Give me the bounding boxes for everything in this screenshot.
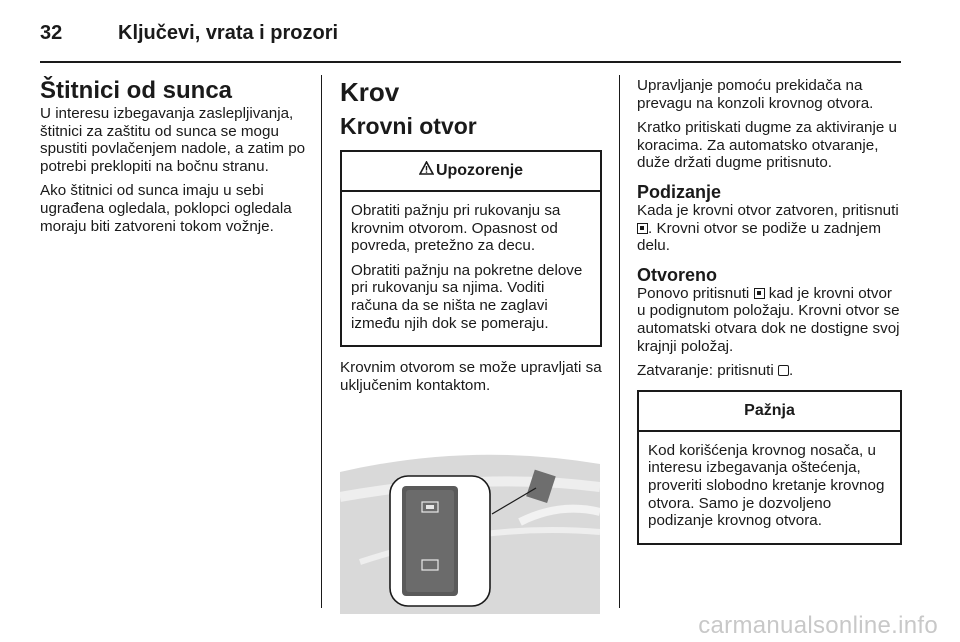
text-run: Zatvaranje: pritisnuti — [637, 362, 778, 380]
notice-box-header: Pažnja — [639, 392, 900, 432]
column-roof — [340, 77, 602, 614]
paragraph: Kratko pritiskati dugme za aktiviranje u koracima. Za automatsko otvaranje, duže držati dugme pritisnuto. — [637, 119, 897, 172]
notice-box-body — [639, 432, 900, 543]
text-run: . Krovni otvor se podiže u zadnjem delu. — [637, 219, 881, 255]
text-run: Kada je krovni otvor zatvoren, pritisnuti — [637, 201, 899, 219]
chapter-title: Ključevi, vrata i prozori — [118, 22, 339, 44]
text-run: kad je krovni otvor u podignutom položaju. Krovni otvor se automatski otvara dok ne dostigne svoj krajnji položaj. — [637, 284, 900, 355]
text-run: . — [788, 362, 794, 380]
paragraph-close — [637, 362, 902, 380]
column-divider-2 — [619, 75, 620, 608]
paragraph-open — [637, 285, 902, 355]
text-run: Ponovo pritisnuti — [637, 284, 754, 302]
warning-box-header — [342, 152, 600, 192]
paragraph-lift — [637, 202, 902, 255]
paragraph: Upravljanje pomoću prekidača na prevagu na konzoli krovnog otvora. — [637, 77, 874, 112]
warning-box — [340, 150, 602, 347]
section-heading-sun-visors: Štitnici od sunca — [40, 77, 233, 104]
warning-text: Obratiti pažnju pri rukovanju sa krovnim otvorom. Opasnost od povreda, pretežno za decu. — [351, 202, 561, 255]
tilt-button-icon — [637, 223, 648, 234]
warning-text: Obratiti pažnju na pokretne delove pri rukovanju sa njima. Voditi računa da se ništa ne zaglavi između njih dok se pomeraju. — [351, 261, 583, 332]
footer-watermark: carmanualsonline.info — [698, 612, 938, 639]
warning-triangle-icon — [419, 152, 434, 190]
section-heading-roof: Krov — [340, 77, 400, 107]
subheading-open: Otvoreno — [637, 264, 718, 285]
notice-text: Kod korišćenja krovnog nosača, u interesu izbegavanja oštećenja, proveriti slobodno kretanje krovnog otvora. Samo je dozvoljeno podizanje krovnog otvora. — [648, 441, 885, 530]
warning-title: Upozorenje — [435, 162, 524, 179]
subsection-heading-sunroof: Krovni otvor — [340, 113, 477, 139]
column-sun-visors — [40, 77, 308, 242]
column-divider-1 — [321, 75, 322, 608]
column-operation — [637, 77, 902, 545]
header-rule — [40, 61, 901, 63]
notice-box — [637, 390, 902, 545]
sunroof-switch-illustration — [340, 402, 600, 614]
paragraph: U interesu izbegavanja zaslepljivanja, štitnici za zaštitu od sunca se mogu spustiti povlačenjem nadole, a zatim po potrebi preklopiti na bočnu stranu. — [40, 105, 306, 175]
paragraph: Ako štitnici od sunca imaju u sebi ugrađena ogledala, poklopci ogledala moraju biti zatvoreni tokom vožnje. — [40, 182, 292, 235]
page-number: 32 — [40, 22, 63, 44]
tilt-button-icon — [754, 288, 765, 299]
paragraph: Krovnim otvorom se može upravljati sa uključenim kontaktom. — [340, 359, 602, 394]
warning-box-body — [342, 192, 600, 345]
close-button-icon — [778, 365, 789, 376]
subheading-lift: Podizanje — [637, 181, 722, 202]
